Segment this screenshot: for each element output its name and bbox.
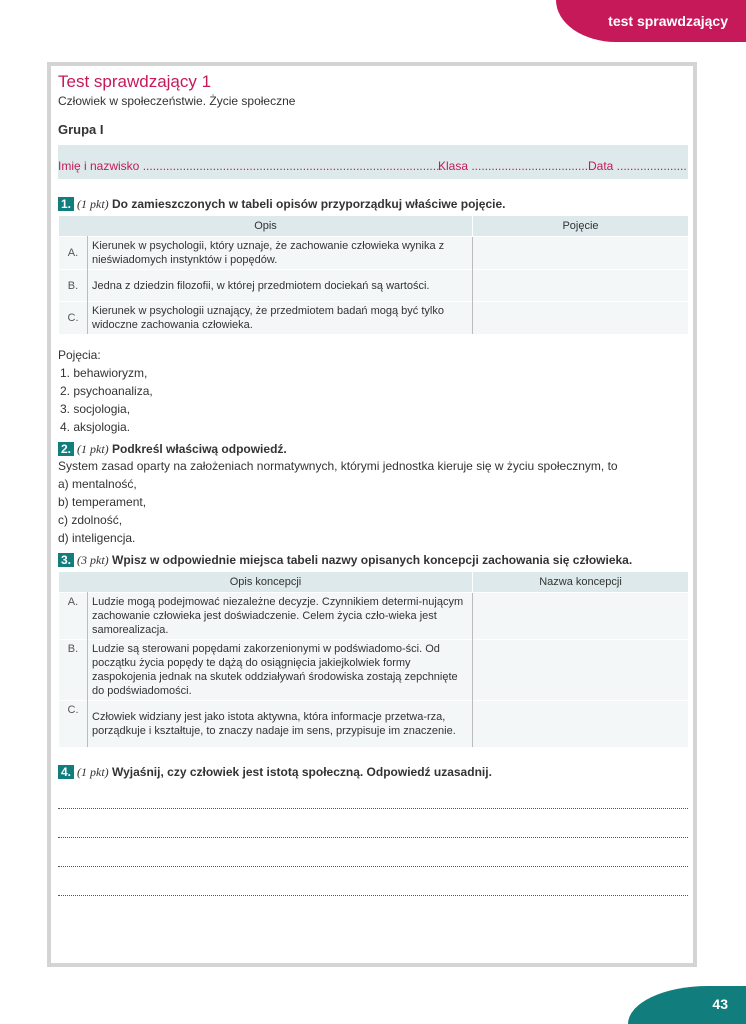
row-description: Człowiek widziany jest jako istota aktywna, która informacje przetwa-rza, porządkuje i kształtuje, to znaczy nadaje im sens, przypisuje im znaczenie. [88, 701, 473, 747]
answer-cell[interactable] [473, 302, 689, 335]
task-instruction: Wyjaśnij, czy człowiek jest istotą społeczną. Odpowiedź uzasadnij. [112, 764, 492, 779]
task-points: (1 pkt) [77, 197, 109, 211]
task-instruction: Do zamieszczonych w tabeli opisów przyporządkuj właściwe pojęcie. [112, 197, 506, 211]
answer-cell[interactable] [473, 237, 689, 270]
page-number: 43 [712, 996, 728, 1012]
table-row [59, 270, 689, 302]
task-3-table [58, 572, 688, 747]
table-header-opis-koncepcji: Opis koncepcji [59, 572, 473, 593]
table-row [59, 302, 689, 335]
row-description: Ludzie są sterowani popędami zakorzenionymi w podświadomo-ści. Od początku życia popędy te dążą do osiągnięcia jakiejkolwiek formy zaspokojenia jednak na skutek oddziaływań środowiska zostają zepchnięte do podświadomości. [88, 640, 473, 701]
page-subtitle: Człowiek w społeczeństwie. Życie społeczne [58, 94, 296, 108]
answer-option[interactable]: c) zdolność, [58, 513, 123, 527]
answer-cell[interactable] [473, 270, 689, 302]
task-2 [58, 442, 688, 457]
task-number: 2. [58, 442, 74, 456]
answer-line[interactable] [58, 838, 688, 867]
class-field[interactable]: Klasa .................................... [438, 159, 592, 173]
table-row [59, 593, 689, 640]
task-4 [58, 765, 688, 780]
row-letter: A. [59, 593, 88, 640]
row-description: Jedna z dziedzin filozofii, w której przedmiotem dociekań są wartości. [88, 270, 473, 302]
table-header-nazwa-koncepcji: Nazwa koncepcji [473, 572, 689, 593]
task-points: (3 pkt) [77, 553, 109, 567]
list-item: 4. aksjologia. [60, 420, 131, 434]
concepts-label: Pojęcia: [58, 348, 101, 362]
answer-line[interactable] [58, 809, 688, 838]
answer-line[interactable] [58, 867, 688, 896]
row-description: Kierunek w psychologii uznający, że przedmiotem badań mogą być tylko widoczne zachowania człowieka. [88, 302, 473, 335]
answer-option[interactable]: a) mentalność, [58, 477, 137, 491]
answer-cell[interactable] [473, 640, 689, 701]
table-header-pojecie: Pojęcie [473, 216, 689, 237]
task-points: (1 pkt) [77, 764, 109, 779]
table-row [59, 640, 689, 701]
list-item: 1. behawioryzm, [60, 366, 148, 380]
answer-cell[interactable] [473, 701, 689, 747]
date-field[interactable]: Data ..................... [588, 159, 687, 173]
concepts-list [58, 346, 688, 436]
table-row [59, 701, 689, 747]
task-number: 3. [58, 553, 74, 567]
header-tab [556, 0, 746, 42]
task-instruction: Podkreśl właściwą odpowiedź. [112, 442, 287, 456]
row-letter: B. [59, 640, 88, 701]
answer-cell[interactable] [473, 593, 689, 640]
task-number: 1. [58, 197, 74, 211]
task-question: System zasad oparty na założeniach normatywnych, którymi jednostka kieruje się w życiu społecznym, to [58, 459, 618, 473]
answer-option[interactable]: b) temperament, [58, 495, 147, 509]
task-instruction: Wpisz w odpowiednie miejsca tabeli nazwy opisanych koncepcji zachowania się człowieka. [112, 553, 633, 567]
task-points: (1 pkt) [77, 442, 109, 456]
page-title: Test sprawdzający 1 [58, 72, 212, 91]
test-content [58, 70, 688, 896]
row-description: Kierunek w psychologii, który uznaje, że zachowanie człowieka wynika z nieświadomych instynktów i popędów. [88, 237, 473, 270]
answer-option[interactable]: d) inteligencja. [58, 531, 136, 545]
list-item: 2. psychoanaliza, [60, 384, 153, 398]
task-1 [58, 197, 688, 212]
task-3 [58, 553, 688, 568]
answer-line[interactable] [58, 780, 688, 809]
table-row [59, 237, 689, 270]
row-letter: B. [59, 270, 88, 302]
group-label: Grupa I [58, 122, 104, 137]
row-letter: C. [59, 701, 88, 747]
header-tab-label: test sprawdzający [608, 13, 728, 29]
row-letter: A. [59, 237, 88, 270]
task-number: 4. [58, 765, 74, 779]
name-field[interactable]: Imię i nazwisko .......................................................................................... [58, 159, 443, 173]
page-number-tab [628, 986, 746, 1024]
name-bar [58, 145, 688, 179]
task-2-body [58, 457, 688, 547]
task-1-table [58, 216, 688, 334]
list-item: 3. socjologia, [60, 402, 131, 416]
row-description: Ludzie mogą podejmować niezależne decyzje. Czynnikiem determi-nującym zachowanie człowieka jest doświadczenie. Celem życia czło-wieka jest samorealizacja. [88, 593, 473, 640]
answer-area [58, 780, 688, 896]
table-header-opis: Opis [59, 216, 473, 237]
row-letter: C. [59, 302, 88, 335]
